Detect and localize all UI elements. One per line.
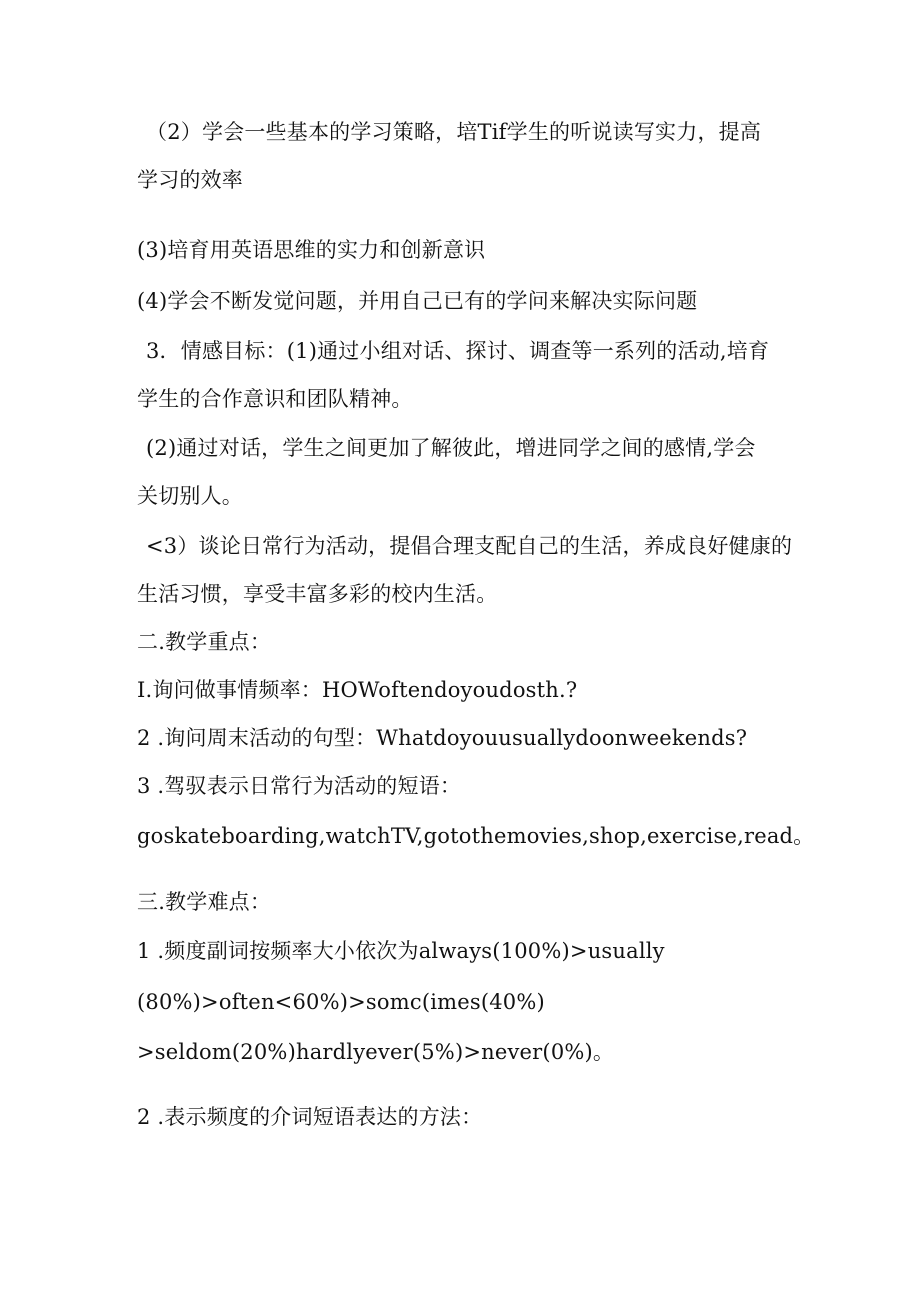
text-line-habits: 生活习惯，享受丰富多彩的校内生活。 — [137, 582, 498, 606]
text-line-problems: (4)学会不断发觉问题，并用自己已有的学问来解决实际问题 — [137, 289, 698, 313]
text-line-daily-activities: <3）谈论日常行为活动，提倡合理支配自己的生活，养成良好健康的 — [146, 534, 793, 558]
text-line-teamwork: 学生的合作意识和团队精神。 — [137, 387, 413, 411]
text-line-phrases-heading: 3 .驾驭表示日常行为活动的短语： — [137, 774, 462, 798]
text-line-weekend-question: 2 .询问周末活动的句型：Whatdoyouusuallydoonweekends? — [137, 726, 748, 750]
text-line-prepositional-phrases: 2 .表示频度的介词短语表达的方法： — [137, 1105, 483, 1129]
text-line-efficiency: 学习的效率 — [137, 168, 243, 192]
text-line-adverbs: 1 .频度副词按频率大小依次为always(100%)>usually — [137, 939, 665, 963]
text-line-dialogue: (2)通过对话，学生之间更加了解彼此，增进同学之间的感情,学会 — [146, 436, 756, 460]
section-heading-difficulties: 三.教学难点： — [137, 890, 272, 914]
text-line-care: 关切别人。 — [137, 484, 243, 508]
section-heading-key-points: 二.教学重点： — [137, 630, 272, 654]
text-line-adverbs-end: >seldom(20%)hardlyever(5%)>never(0%)。 — [137, 1040, 615, 1064]
text-line-strategy: （2）学会一些基本的学习策略，培Tif学生的听说读写实力，提高 — [146, 120, 762, 144]
text-line-phrases: goskateboarding,watchTV,gotothemovies,shop,exercise,read。 — [137, 824, 815, 848]
text-line-emotion-goal: 3．情感目标：(1)通过小组对话、探讨、调查等一系列的活动,培育 — [146, 339, 770, 363]
text-line-frequency-question: I.询问做事情频率：HOWoftendoyoudosth.? — [137, 678, 578, 702]
text-line-adverbs-cont: (80%)>often<60%)>somc(imes(40%) — [137, 990, 545, 1014]
text-line-thinking: (3)培育用英语思维的实力和创新意识 — [137, 238, 486, 262]
